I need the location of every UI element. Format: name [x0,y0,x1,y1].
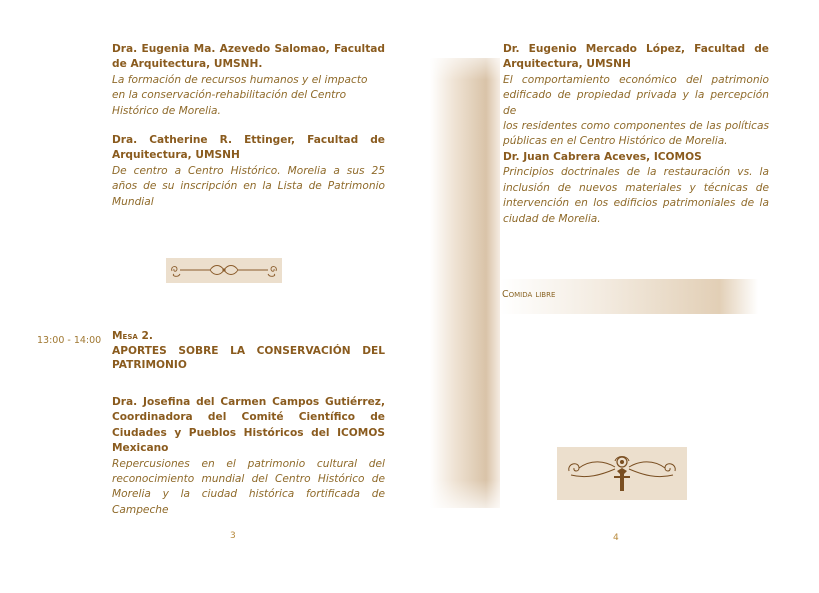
speaker-name: Dra. Josefina del Carmen Campos Gutiérrez, [112,396,385,408]
speaker-name: Dr. Juan Cabrera Aceves, ICOMOS [503,151,702,163]
page-number: 4 [613,533,619,543]
talk-title-line: Principios doctrinales de la restauración vs. la [503,166,769,179]
talk-title-line: Repercusiones en el patrimonio cultural del [112,457,385,470]
flourish-divider-icon [166,258,282,283]
talk-title-line: inclusión de nuevos materiales y técnicas de [503,181,769,194]
emblem-ornament-icon [557,447,687,500]
talk-title-line: Campeche [112,503,169,516]
talk-title-line: El comportamiento económico del patrimonio [503,73,769,86]
speaker-block-campos [112,395,385,518]
session-title-cont: PATRIMONIO [112,359,187,372]
gutter-fade-bottom [430,480,500,520]
session-block [112,329,385,372]
talk-title-line: en la conservación-rehabilitación del Centro [112,89,347,102]
speaker-name: Dra. Eugenia Ma. Azevedo Salomao, Facultad [112,43,385,55]
talk-title-line: Histórico de Morelia. [112,104,221,117]
talk-title-line: La formación de recursos humanos y el impacto [112,73,368,86]
talk-title-line: los residentes como componentes de las políticas [503,120,769,133]
talk-title-line: Morelia y la ciudad histórica fortificada de [112,488,385,501]
speaker-affiliation: Ciudades y Pueblos Históricos del ICOMOS [112,426,385,439]
talk-title-line: De centro a Centro Histórico. Morelia a sus 25 [112,164,385,177]
speaker-name: Dra. Catherine R. Ettinger, Facultad de [112,134,385,146]
gutter-shading [430,58,500,508]
talk-title-line: intervención en los edificios patrimoniales de la [503,197,769,210]
session-title: APORTES SOBRE LA CONSERVACIÓN DEL [112,345,385,358]
speaker-block-ettinger [112,133,385,210]
talk-title-line: edificado de propiedad privada y la percepción de [503,89,769,117]
talk-title-line: reconocimiento mundial del Centro Histórico de [112,473,385,486]
speaker-affiliation: de Arquitectura, UMSNH. [112,58,263,71]
talk-title-line: Mundial [112,195,154,208]
speaker-name: Dr. Eugenio Mercado López, Facultad de [503,43,769,55]
speaker-affiliation: Arquitectura, UMSNH [112,149,240,162]
gutter-fade-top [430,40,500,80]
speaker-affiliation: Arquitectura, UMSNH [503,58,631,71]
talk-title-line: años de su inscripción en la Lista de Patrimonio [112,180,385,193]
meal-label: Comida libre [502,289,556,300]
speaker-block-mercado [503,42,769,150]
talk-title-line: ciudad de Morelia. [503,212,601,225]
session-time: 13:00 - 14:00 [37,335,102,346]
talk-title-line: públicas en el Centro Histórico de Morelia. [503,135,728,148]
page-number: 3 [230,531,236,541]
session-label: Mesa 2. [112,330,153,342]
speaker-block-cabrera [503,150,769,227]
speaker-block-azevedo [112,42,385,119]
speaker-affiliation: Coordinadora del Comité Científico de [112,411,385,424]
speaker-affiliation: Mexicano [112,442,169,455]
